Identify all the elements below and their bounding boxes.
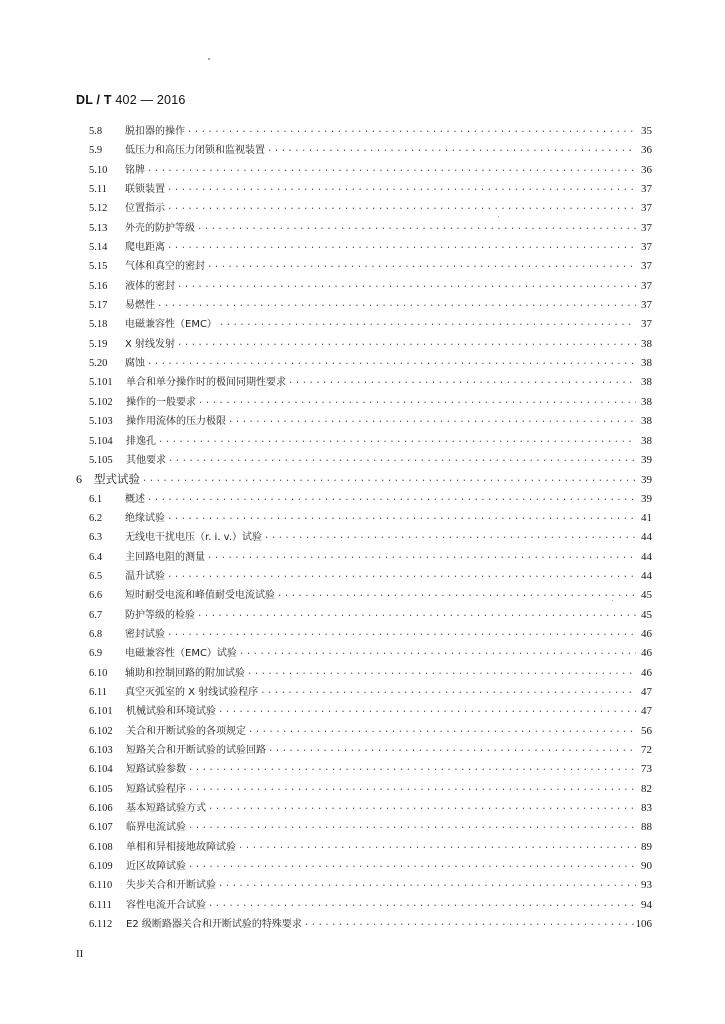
toc-entry — [76, 432, 652, 451]
toc-entry-number: 5.102 — [89, 396, 113, 408]
toc-entry-title: 近区故障试验 — [126, 861, 186, 873]
toc-dot-leader — [167, 626, 636, 645]
toc-dot-leader — [207, 258, 636, 277]
toc-dot-leader — [188, 819, 636, 838]
toc-dot-leader — [167, 181, 636, 200]
toc-dot-leader — [198, 394, 636, 413]
toc-entry — [76, 625, 652, 644]
toc-entry-title: 爬电距离 — [125, 242, 165, 254]
toc-entry-page: 38 — [641, 376, 652, 389]
toc-entry-page: 37 — [641, 260, 652, 273]
toc-entry — [76, 606, 652, 625]
toc-entry-title: 腐蚀 — [125, 358, 145, 370]
toc-entry — [76, 896, 652, 915]
toc-entry — [76, 199, 652, 218]
toc-entry-page: 56 — [641, 724, 652, 737]
toc-entry — [76, 722, 652, 741]
toc-entry-title: 辅助和控制回路的附加试验 — [125, 667, 245, 679]
toc-entry-page: 39 — [641, 453, 652, 466]
toc-entry-title: 低压力和高压力闭锁和监视装置 — [125, 145, 265, 157]
toc-entry-page: 47 — [641, 685, 652, 698]
toc-entry-page: 82 — [641, 782, 652, 795]
toc-entry-title: 概述 — [125, 493, 145, 505]
toc-entry-number: 6.101 — [89, 706, 113, 718]
toc-entry-title: 其他要求 — [126, 454, 166, 466]
toc-dot-leader — [248, 723, 636, 742]
toc-entry-number: 6.5 — [89, 570, 103, 582]
toc-entry-number: 6.105 — [89, 783, 113, 795]
toc-entry — [76, 412, 652, 431]
toc-entry-number: 6.107 — [89, 822, 113, 834]
toc-entry-title: 密封试验 — [125, 628, 165, 640]
toc-entry-number: 6.1 — [89, 493, 103, 505]
toc-entry-number: 6.2 — [89, 512, 103, 524]
toc-dot-leader — [239, 645, 636, 664]
toc-entry-title: 机械试验和环境试验 — [126, 706, 216, 718]
toc-entry-title: 短路关合和开断试验的试验回路 — [126, 745, 266, 756]
toc-entry — [76, 296, 652, 315]
toc-entry — [76, 335, 652, 354]
toc-entry-title: 防护等级的检验 — [125, 609, 195, 621]
toc-dot-leader — [147, 491, 636, 510]
toc-entry-page: 90 — [641, 860, 652, 873]
toc-entry-title: 关合和开断试验的各项规定 — [126, 725, 246, 737]
toc-dot-leader — [197, 220, 636, 239]
toc-entry-number: 6.109 — [89, 861, 113, 873]
toc-entry-title: 单合和单分操作时的极间同期性要求 — [126, 377, 286, 389]
toc-entry-page: 44 — [641, 550, 652, 563]
standard-org: DL / T — [76, 93, 112, 107]
toc-entry — [76, 799, 652, 818]
toc-entry — [76, 277, 652, 296]
toc-entry-title: 外壳的防护等级 — [125, 222, 195, 234]
toc-entry-page: 45 — [641, 608, 652, 621]
toc-entry-number: 6.108 — [89, 841, 113, 853]
toc-dot-leader — [168, 452, 636, 471]
toc-dot-leader — [304, 916, 634, 935]
toc-entry-title: 排逸孔 — [126, 435, 156, 447]
toc-entry — [76, 238, 652, 257]
toc-entry-page: 89 — [641, 840, 652, 853]
toc-dot-leader — [218, 877, 636, 896]
standard-number: 402 — 2016 — [115, 93, 186, 107]
toc-entry-number: 5.10 — [89, 164, 108, 176]
toc-entry-page: 45 — [641, 589, 652, 602]
toc-entry-page: 38 — [641, 395, 652, 408]
toc-entry-page: 94 — [641, 898, 652, 911]
toc-entry-title: 真空灭弧室的 X 射线试验程序 — [125, 686, 259, 698]
toc-entry-title: 联锁装置 — [125, 184, 165, 196]
toc-entry — [76, 664, 652, 683]
toc-entry-number: 5.12 — [89, 203, 108, 215]
toc-entry-number: 6.4 — [89, 551, 103, 563]
table-of-contents — [76, 122, 652, 934]
toc-dot-leader — [197, 607, 636, 626]
toc-dot-leader — [158, 433, 636, 452]
toc-entry-page: 41 — [641, 511, 652, 524]
toc-entry-number: 6.112 — [89, 919, 113, 931]
toc-entry-number: 6.106 — [89, 803, 113, 815]
toc-entry-title: 绝缘试验 — [125, 512, 165, 524]
toc-dot-leader — [167, 200, 636, 219]
toc-dot-leader — [260, 684, 636, 703]
toc-entry — [76, 393, 652, 412]
page-number: II — [76, 948, 84, 960]
toc-entry-title: 操作的一般要求 — [126, 396, 196, 408]
toc-entry-page: 38 — [641, 337, 652, 350]
toc-entry-page: 37 — [641, 241, 652, 254]
toc-entry-page: 37 — [641, 279, 652, 292]
toc-entry — [76, 122, 652, 141]
toc-entry-page: 37 — [641, 221, 652, 234]
toc-entry-page: 44 — [641, 531, 652, 544]
toc-entry-number: 5.11 — [89, 184, 107, 196]
toc-entry-page: 35 — [641, 125, 652, 137]
toc-entry — [76, 373, 652, 392]
toc-entry-title: 容性电流开合试验 — [126, 899, 206, 911]
toc-entry — [76, 141, 652, 160]
toc-dot-leader — [277, 587, 636, 606]
toc-entry-page: 46 — [641, 627, 652, 640]
toc-entry-number: 6.8 — [89, 628, 103, 640]
toc-entry — [76, 219, 652, 238]
toc-dot-leader — [208, 800, 636, 819]
toc-entry-title: 操作用流体的压力极限 — [126, 416, 226, 428]
toc-dot-leader — [177, 336, 636, 355]
toc-entry — [76, 257, 652, 276]
toc-dot-leader — [167, 239, 636, 258]
toc-entry-number: 6.6 — [89, 590, 103, 602]
toc-dot-leader — [188, 761, 636, 780]
toc-entry-page: 38 — [641, 434, 652, 447]
toc-entry-number: 5.8 — [89, 126, 103, 137]
toc-dot-leader — [247, 665, 636, 684]
toc-chapter-entry — [76, 470, 652, 489]
toc-entry-number: 6.10 — [89, 667, 108, 679]
toc-entry — [76, 509, 652, 528]
toc-entry-title: 脱扣器的操作 — [125, 126, 185, 137]
toc-entry — [76, 161, 652, 180]
toc-entry-title: X 射线发射 — [125, 338, 176, 350]
toc-entry-title: 单相和异相接地故障试验 — [126, 841, 236, 853]
toc-dot-leader — [219, 316, 636, 335]
toc-entry-number: 5.101 — [89, 377, 113, 389]
toc-entry-number: 6.3 — [89, 532, 103, 544]
toc-entry-page: 37 — [641, 183, 652, 196]
toc-entry-page: 106 — [635, 918, 652, 931]
toc-entry — [76, 857, 652, 876]
toc-dot-leader — [208, 897, 636, 916]
toc-entry — [76, 315, 652, 334]
toc-dot-leader — [228, 413, 636, 432]
toc-entry-page: 73 — [641, 763, 652, 776]
toc-entry-title: 易燃性 — [125, 300, 155, 312]
toc-entry-page: 37 — [641, 299, 652, 312]
toc-entry-number: 5.16 — [89, 280, 108, 292]
toc-entry-title: 基本短路试验方式 — [126, 803, 206, 815]
toc-entry-title: 短时耐受电流和峰值耐受电流试验 — [125, 590, 275, 602]
toc-entry-number: 6.9 — [89, 648, 103, 660]
toc-entry-number: 5.105 — [89, 454, 113, 466]
toc-entry-number: 5.104 — [89, 435, 113, 447]
scan-speck — [498, 216, 499, 217]
toc-entry-page: 39 — [641, 492, 652, 505]
toc-dot-leader — [187, 123, 636, 142]
toc-entry-number: 5.17 — [89, 300, 108, 312]
toc-dot-leader — [142, 472, 636, 491]
toc-entry — [76, 915, 652, 934]
toc-dot-leader — [267, 142, 636, 161]
toc-entry-page: 36 — [641, 163, 652, 176]
toc-entry — [76, 490, 652, 509]
toc-dot-leader — [167, 510, 636, 529]
toc-entry — [76, 760, 652, 779]
toc-entry — [76, 528, 652, 547]
toc-dot-leader — [157, 297, 636, 316]
toc-dot-leader — [207, 549, 636, 568]
toc-entry — [76, 876, 652, 895]
toc-entry — [76, 451, 652, 470]
toc-entry — [76, 702, 652, 721]
toc-entry-page: 46 — [641, 647, 652, 660]
toc-entry — [76, 683, 652, 702]
toc-dot-leader — [188, 858, 636, 877]
toc-entry-page: 47 — [641, 705, 652, 718]
standard-header — [76, 93, 186, 107]
toc-entry-title: 临界电流试验 — [126, 822, 186, 834]
scan-speck — [208, 58, 210, 60]
toc-entry — [76, 644, 652, 663]
toc-entry-title: 失步关合和开断试验 — [126, 880, 216, 892]
toc-entry-page: 83 — [641, 802, 652, 815]
toc-dot-leader — [268, 742, 636, 761]
toc-entry — [76, 838, 652, 857]
toc-entry — [76, 180, 652, 199]
toc-entry — [76, 586, 652, 605]
toc-entry-number: 6.104 — [89, 764, 113, 776]
toc-entry-title: 短路试验程序 — [126, 783, 186, 795]
scan-speck — [612, 600, 613, 601]
toc-entry-number: 6.7 — [89, 609, 103, 621]
toc-entry-page: 72 — [641, 744, 652, 756]
toc-entry — [76, 548, 652, 567]
toc-entry-title: 气体和真空的密封 — [125, 261, 205, 273]
toc-dot-leader — [238, 839, 636, 858]
toc-entry-title: 位置指示 — [125, 203, 165, 215]
toc-entry-page: 88 — [641, 821, 652, 834]
toc-entry-page: 38 — [641, 357, 652, 370]
toc-entry-page: 36 — [641, 144, 652, 157]
toc-dot-leader — [167, 568, 636, 587]
toc-entry-title: 主回路电阻的测量 — [125, 551, 205, 563]
toc-entry-title: 无线电干扰电压（r. i. v.）试验 — [125, 532, 263, 544]
toc-dot-leader — [177, 278, 636, 297]
toc-entry — [76, 818, 652, 837]
toc-entry-page: 37 — [641, 318, 652, 331]
toc-dot-leader — [288, 374, 636, 393]
toc-entry-number: 5.9 — [89, 145, 103, 157]
toc-entry-number: 5.13 — [89, 222, 108, 234]
toc-entry-number: 5.103 — [89, 416, 113, 428]
toc-entry-title: 温升试验 — [125, 570, 165, 582]
toc-entry-number: 6.11 — [89, 686, 107, 698]
toc-dot-leader — [264, 529, 636, 548]
toc-entry-page: 44 — [641, 569, 652, 582]
toc-entry-title: E2 级断路器关合和开断试验的特殊要求 — [126, 919, 302, 931]
toc-dot-leader — [188, 781, 636, 800]
toc-dot-leader — [147, 162, 636, 181]
toc-entry-number: 6.110 — [89, 880, 113, 892]
toc-entry-page: 37 — [641, 202, 652, 215]
toc-entry-number: 6.111 — [89, 899, 112, 911]
toc-entry-number: 5.20 — [89, 358, 108, 370]
toc-entry-title: 短路试验参数 — [126, 764, 186, 776]
toc-entry-title: 型式试验 — [94, 472, 140, 487]
toc-entry-number: 5.15 — [89, 261, 108, 273]
toc-entry — [76, 741, 652, 760]
toc-dot-leader — [218, 703, 636, 722]
toc-entry-page: 93 — [641, 879, 652, 892]
toc-entry-number: 5.19 — [89, 338, 108, 350]
toc-entry — [76, 354, 652, 373]
toc-entry-number: 6.103 — [89, 745, 113, 756]
toc-entry — [76, 567, 652, 586]
toc-entry-number: 5.14 — [89, 242, 108, 254]
toc-dot-leader — [147, 355, 636, 374]
toc-entry-title: 电磁兼容性（EMC） — [125, 319, 217, 331]
toc-entry-title: 液体的密封 — [125, 280, 175, 292]
toc-entry-page: 38 — [641, 415, 652, 428]
toc-entry-title: 铭牌 — [125, 164, 145, 176]
toc-entry-title: 电磁兼容性（EMC）试验 — [125, 648, 237, 660]
toc-entry-page: 46 — [641, 666, 652, 679]
toc-entry-page: 39 — [641, 474, 652, 487]
toc-entry-number: 6.102 — [89, 725, 113, 737]
toc-entry-number: 5.18 — [89, 319, 108, 331]
toc-entry-number: 6 — [76, 472, 82, 487]
toc-entry — [76, 780, 652, 799]
